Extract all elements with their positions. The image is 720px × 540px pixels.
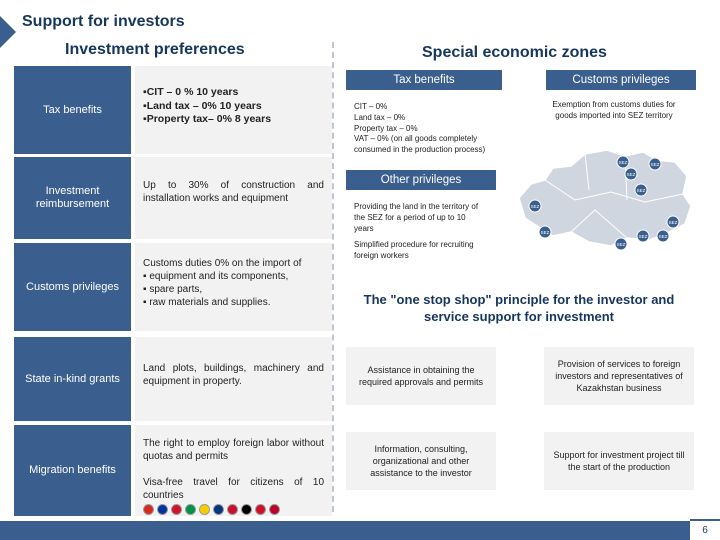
country-flag-icon bbox=[213, 504, 224, 515]
kazakhstan-map bbox=[515, 140, 695, 255]
sez-marker-icon bbox=[649, 158, 661, 170]
sez-customs-text: Exemption from customs duties for goods imported into SEZ territory bbox=[552, 100, 676, 120]
sez-tax-line: CIT – 0% bbox=[354, 102, 388, 111]
service-approvals: Assistance in obtaining the required approvals and permits bbox=[346, 347, 496, 405]
pref-row-grants bbox=[14, 337, 332, 421]
sez-tax-header: Tax benefits bbox=[346, 70, 502, 90]
migration-visa-text: Visa-free travel for citizens of 10 countries bbox=[143, 477, 324, 501]
corner-arrow-decoration bbox=[0, 16, 16, 48]
sez-marker-icon bbox=[637, 230, 649, 242]
sez-marker-icon bbox=[657, 230, 669, 242]
sez-tax-line: Land tax – 0% bbox=[354, 112, 406, 122]
sez-other-header: Other privileges bbox=[346, 170, 496, 190]
country-flag-icon bbox=[199, 504, 210, 515]
svg-text:SEZ: SEZ bbox=[636, 188, 646, 193]
pref-desc-grants: Land plots, buildings, machinery and equipment in property. bbox=[135, 337, 332, 421]
sez-other-land-text: Providing the land in the territory of the SEZ for a period of up to 10 years bbox=[354, 202, 479, 233]
service-consulting: Information, consulting, organizational and other assistance to the investor bbox=[346, 432, 496, 490]
section-divider bbox=[332, 42, 334, 512]
svg-text:SEZ: SEZ bbox=[530, 204, 540, 209]
pref-label-customs: Customs privileges bbox=[14, 243, 131, 331]
tax-line-property: ▪Property tax– 0% 8 years bbox=[143, 113, 272, 126]
sez-customs-header: Customs privileges bbox=[546, 70, 696, 90]
country-flag-icon bbox=[269, 504, 280, 515]
pref-row-tax bbox=[14, 66, 332, 154]
pref-row-reimbursement bbox=[14, 157, 332, 239]
country-flag-icon bbox=[143, 504, 154, 515]
one-stop-shop-heading: The "one stop shop" principle for the investor and service support for investment bbox=[363, 292, 675, 324]
pref-label-reimbursement: Investment reimbursement bbox=[14, 157, 131, 239]
sez-marker-icon bbox=[615, 238, 627, 250]
sez-tax-list bbox=[354, 102, 504, 156]
svg-text:SEZ: SEZ bbox=[638, 234, 648, 239]
sez-heading: Special economic zones bbox=[422, 44, 607, 61]
service-foreign-investors: Provision of services to foreign investors and representatives of Kazakhstan business bbox=[544, 347, 694, 405]
customs-item: ▪ spare parts, bbox=[143, 284, 203, 295]
investment-preferences-heading: Investment preferences bbox=[65, 41, 245, 58]
pref-label-grants: State in-kind grants bbox=[14, 337, 131, 421]
country-flag-icon bbox=[185, 504, 196, 515]
svg-text:SEZ: SEZ bbox=[668, 220, 678, 225]
sez-tax-line: VAT – 0% (on all goods completely consumed in the production process) bbox=[354, 134, 486, 155]
country-flags bbox=[143, 504, 324, 515]
pref-desc-customs bbox=[135, 243, 332, 331]
customs-intro: Customs duties 0% on the import of bbox=[143, 258, 302, 269]
customs-item: ▪ raw materials and supplies. bbox=[143, 297, 271, 308]
pref-row-customs bbox=[14, 243, 332, 331]
country-flag-icon bbox=[171, 504, 182, 515]
country-flag-icon bbox=[255, 504, 266, 515]
sez-marker-icon bbox=[625, 168, 637, 180]
page-title: Support for investors bbox=[22, 13, 185, 30]
svg-text:SEZ: SEZ bbox=[540, 230, 550, 235]
country-flag-icon bbox=[241, 504, 252, 515]
sez-marker-icon bbox=[635, 184, 647, 196]
pref-label-migration: Migration benefits bbox=[14, 425, 131, 516]
sez-marker-icon bbox=[539, 226, 551, 238]
sez-marker-icon bbox=[667, 216, 679, 228]
pref-desc-migration bbox=[135, 425, 332, 516]
country-flag-icon bbox=[227, 504, 238, 515]
sez-other-workers-text: Simplified procedure for recruiting foreign workers bbox=[354, 240, 474, 260]
country-flag-icon bbox=[157, 504, 168, 515]
footer-bar bbox=[0, 521, 690, 540]
customs-item: ▪ equipment and its components, bbox=[143, 271, 289, 282]
sez-tax-line: Property tax – 0% bbox=[354, 123, 418, 133]
svg-text:SEZ: SEZ bbox=[616, 242, 626, 247]
pref-desc-reimbursement: Up to 30% of construction and installation works and equipment bbox=[135, 157, 332, 239]
pref-row-migration bbox=[14, 425, 332, 516]
svg-text:SEZ: SEZ bbox=[618, 160, 628, 165]
pref-label-tax: Tax benefits bbox=[14, 66, 131, 154]
svg-text:SEZ: SEZ bbox=[626, 172, 636, 177]
svg-text:SEZ: SEZ bbox=[658, 234, 668, 239]
sez-marker-icon bbox=[617, 156, 629, 168]
service-project-support: Support for investment project till the start of the production bbox=[544, 432, 694, 490]
svg-text:SEZ: SEZ bbox=[650, 162, 660, 167]
sez-marker-icon bbox=[529, 200, 541, 212]
migration-labor-text: The right to employ foreign labor without quotas and permits bbox=[143, 438, 324, 462]
pref-desc-tax bbox=[135, 66, 332, 154]
tax-line-land: ▪Land tax – 0% 10 years bbox=[143, 99, 262, 112]
tax-line-cit: ▪CIT – 0 % 10 years bbox=[143, 86, 239, 98]
page-number: 6 bbox=[690, 519, 720, 540]
